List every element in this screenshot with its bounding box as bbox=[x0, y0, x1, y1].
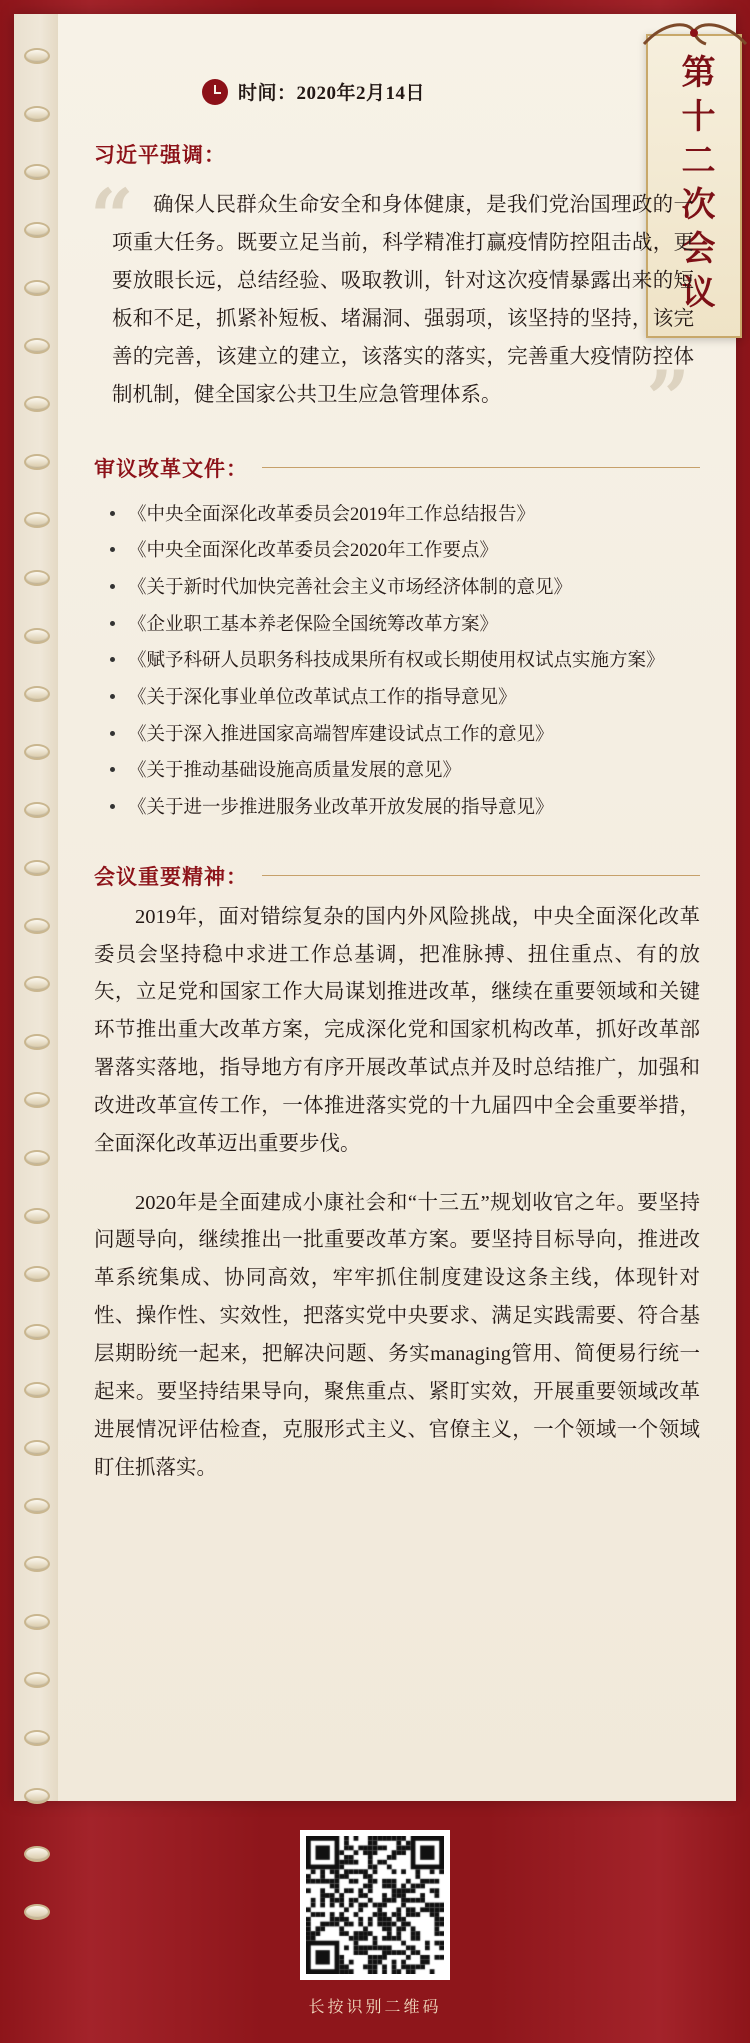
list-item: 《中央全面深化改革委员会2019年工作总结报告》 bbox=[108, 497, 700, 534]
spiral-ring bbox=[24, 512, 50, 528]
paragraph: 2019年，面对错综复杂的国内外风险挑战，中央全面深化改革委员会坚持稳中求进工作总基调，把准脉搏、扭住重点、有的放矢，立足党和国家工作大局谋划推进改革，继续在重要领域和关键环节推出重大改革方案，完成深化党和国家机构改革，抓好改革部署落实落地，指导地方有序开展改革试点并及时总结推广，加强和改进改革宣传工作，一体推进落实党的十九届四中全会重要举措，全面深化改革迈出重要步伐。 bbox=[94, 905, 700, 1156]
spiral-ring bbox=[24, 1614, 50, 1630]
spiral-ring bbox=[24, 918, 50, 934]
list-item: 《中央全面深化改革委员会2020年工作要点》 bbox=[108, 533, 700, 570]
section-heading-quote bbox=[94, 139, 700, 169]
heading-rule bbox=[262, 467, 700, 468]
spiral-ring bbox=[24, 106, 50, 122]
paper-card bbox=[14, 14, 736, 1801]
spiral-ring bbox=[24, 396, 50, 412]
quote-heading-text: 习近平强调： bbox=[94, 143, 226, 167]
notebook-rings bbox=[24, 48, 50, 1768]
section-heading-documents bbox=[94, 453, 700, 483]
spiral-ring bbox=[24, 454, 50, 470]
spiral-ring bbox=[24, 628, 50, 644]
spirit-heading-text: 会议重要精神： bbox=[94, 864, 248, 889]
documents-heading-text: 审议改革文件： bbox=[94, 456, 248, 481]
footer bbox=[0, 1830, 750, 2017]
spiral-ring bbox=[24, 1034, 50, 1050]
spiral-ring bbox=[24, 976, 50, 992]
heading-rule bbox=[262, 875, 700, 876]
spiral-ring bbox=[24, 744, 50, 760]
meeting-badge-title: 第十二次会议 bbox=[676, 54, 713, 318]
paper-sheet bbox=[58, 14, 736, 1801]
section-heading-spirit bbox=[94, 861, 700, 891]
spiral-ring bbox=[24, 1382, 50, 1398]
list-item: 《关于进一步推进服务业改革开放发展的指导意见》 bbox=[108, 790, 700, 827]
paragraph: 2020年是全面建成小康社会和“十三五”规划收官之年。要坚持问题导向，继续推出一批重要改革方案。要坚持目标导向，推进改革系统集成、协同高效，牢牢抓住制度建设这条主线，体现针对性、操作性、实效性，把落实党中央要求、满足实践需要、符合基层期盼统一起来，把解决问题、务实managing管用、简便易行统一起来。要坚持结果导向，聚焦重点、紧盯实效，开展重要领域改革进展情况评估检查，克服形式主义、官僚主义，一个领域一个领域盯住抓落实。 bbox=[94, 1191, 700, 1479]
spiral-ring bbox=[24, 338, 50, 354]
qr-code-icon[interactable] bbox=[300, 1830, 450, 1980]
spiral-ring bbox=[24, 1266, 50, 1282]
spiral-ring bbox=[24, 570, 50, 586]
time-value: 2020年2月14日 bbox=[296, 83, 426, 104]
time-label: 时间： bbox=[238, 83, 297, 104]
content-area bbox=[90, 40, 700, 1508]
spiral-ring bbox=[24, 1788, 50, 1804]
spiral-ring bbox=[24, 1498, 50, 1514]
quote-text: 确保人民群众生命安全和身体健康，是我们党治国理政的一项重大任务。既要立足当前，科学精准打赢疫情防控阻击战，更要放眼长远，总结经验、吸取教训，针对这次疫情暴露出来的短板和不足，抓紧补短板、堵漏洞、强弱项，该坚持的坚持，该完善的完善，该建立的建立，该落实的落实，完善重大疫情防控体制机制，健全国家公共卫生应急管理体系。 bbox=[112, 194, 694, 406]
qr-caption: 长按识别二维码 bbox=[308, 1999, 442, 2016]
list-item: 《赋予科研人员职务科技成果所有权或长期使用权试点实施方案》 bbox=[108, 643, 700, 680]
spiral-ring bbox=[24, 1208, 50, 1224]
list-item: 《关于深化事业单位改革试点工作的指导意见》 bbox=[108, 680, 700, 717]
open-quote-icon: “ bbox=[90, 172, 134, 261]
time-row bbox=[202, 78, 700, 105]
spiral-ring bbox=[24, 1324, 50, 1340]
spiral-ring bbox=[24, 1556, 50, 1572]
quote-block bbox=[90, 172, 700, 443]
spiral-ring bbox=[24, 1440, 50, 1456]
spiral-ring bbox=[24, 280, 50, 296]
spiral-ring bbox=[24, 1150, 50, 1166]
spiral-ring bbox=[24, 1672, 50, 1688]
list-item: 《企业职工基本养老保险全国统筹改革方案》 bbox=[108, 607, 700, 644]
list-item: 《关于新时代加快完善社会主义市场经济体制的意见》 bbox=[108, 570, 700, 607]
clock-icon bbox=[202, 79, 228, 105]
spiral-ring bbox=[24, 222, 50, 238]
spirit-paragraphs bbox=[94, 899, 700, 1488]
spiral-ring bbox=[24, 48, 50, 64]
spiral-ring bbox=[24, 1092, 50, 1108]
spiral-ring bbox=[24, 802, 50, 818]
document-list bbox=[94, 497, 700, 827]
spiral-ring bbox=[24, 164, 50, 180]
close-quote-icon: ” bbox=[646, 353, 690, 443]
spiral-ring bbox=[24, 1730, 50, 1746]
list-item: 《关于推动基础设施高质量发展的意见》 bbox=[108, 753, 700, 790]
spiral-ring bbox=[24, 686, 50, 702]
spiral-ring bbox=[24, 860, 50, 876]
list-item: 《关于深入推进国家高端智库建设试点工作的意见》 bbox=[108, 717, 700, 754]
